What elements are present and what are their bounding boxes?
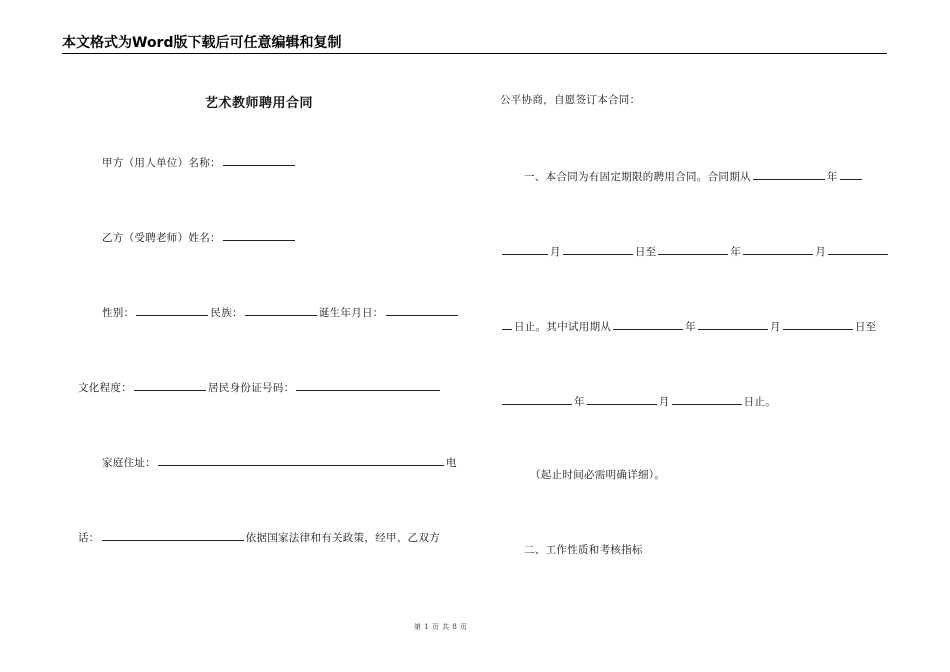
month-label-4: 月 <box>658 396 670 408</box>
party-b-blank[interactable] <box>223 229 295 241</box>
trial-start-year-blank[interactable] <box>613 318 683 330</box>
gender-blank[interactable] <box>136 304 208 316</box>
year-label-3: 年 <box>685 321 697 333</box>
trial-end-line <box>500 393 776 409</box>
phone-blank[interactable] <box>102 529 244 541</box>
day-to-label: 日至 <box>634 246 657 258</box>
education-id-line <box>78 379 442 395</box>
clause1-line <box>524 168 864 184</box>
day-to-label-2: 日至 <box>854 321 877 333</box>
trial-start-day-blank[interactable] <box>783 318 853 330</box>
document-title: 艺术教师聘用合同 <box>205 96 314 111</box>
end-month-blank[interactable] <box>743 243 813 255</box>
address-blank[interactable] <box>158 454 444 466</box>
education-blank[interactable] <box>134 379 206 391</box>
clause2-title: 二、工作性质和考核指标 <box>524 544 643 556</box>
clause1-dates-line <box>500 243 890 259</box>
clause1-text: 一、本合同为有固定期限的聘用合同。合同期从 <box>524 171 751 183</box>
start-year-blank[interactable] <box>753 168 825 180</box>
party-b-label: 乙方（受聘老师）姓名： <box>102 232 221 244</box>
party-a-line <box>102 154 297 170</box>
personal-info-line <box>102 304 460 320</box>
gender-label: 性别： <box>102 307 135 319</box>
trial-prefix: 日止。其中试用期从 <box>514 321 612 333</box>
end-day-blank-a[interactable] <box>828 243 888 255</box>
year-label-4: 年 <box>574 396 585 408</box>
address-label: 家庭住址： <box>102 457 156 469</box>
month-label-3: 月 <box>770 321 781 333</box>
page-footer: 第 1 页 共 8 页 <box>414 623 468 631</box>
birth-label: 诞生年月日： <box>318 307 384 319</box>
trial-end-year-blank[interactable] <box>502 393 572 405</box>
phone-line <box>78 529 440 545</box>
month-label: 月 <box>550 246 561 258</box>
party-b-line <box>102 229 297 245</box>
note-line: （起止时间必需明确详细）。 <box>530 469 666 481</box>
end-day-blank-b[interactable] <box>502 318 512 330</box>
trial-line <box>500 318 876 334</box>
ethnicity-label: 民族： <box>210 307 243 319</box>
birth-blank[interactable] <box>386 304 458 316</box>
party-a-label: 甲方（用人单位）名称： <box>102 157 221 169</box>
id-label: 居民身份证号码： <box>208 382 295 394</box>
ethnicity-blank[interactable] <box>245 304 317 316</box>
year-label: 年 <box>826 171 838 183</box>
month-label-2: 月 <box>815 246 827 258</box>
end-year-blank[interactable] <box>658 243 728 255</box>
phone-label-part1: 电 <box>446 457 457 469</box>
trial-start-month-blank[interactable] <box>698 318 768 330</box>
year-label-2: 年 <box>730 246 742 258</box>
education-label: 文化程度： <box>78 382 132 394</box>
trial-end-month-blank[interactable] <box>587 393 657 405</box>
phone-label-part2: 话： <box>78 532 100 544</box>
trial-end-day-blank[interactable] <box>672 393 742 405</box>
party-a-blank[interactable] <box>223 154 295 166</box>
day-end-label: 日止。 <box>743 396 777 408</box>
start-day-blank[interactable] <box>563 243 633 255</box>
phone-tail: 依据国家法律和有关政策，经甲、乙双方 <box>245 532 441 544</box>
start-month-blank-a[interactable] <box>840 168 862 180</box>
address-line <box>102 454 457 470</box>
right-line-1: 公平协商，自愿签订本合同： <box>500 94 641 106</box>
document-header: 本文格式为Word版下载后可任意编辑和复制 <box>62 34 887 54</box>
id-blank[interactable] <box>296 379 440 391</box>
start-month-blank-b[interactable] <box>502 243 548 255</box>
